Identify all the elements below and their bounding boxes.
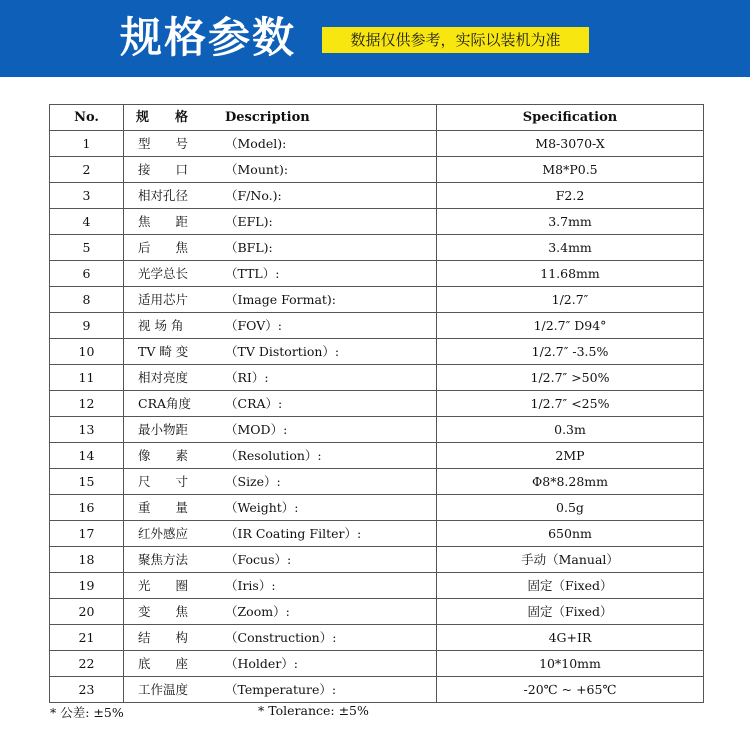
table-row [50,469,704,495]
cell-no: 4 [50,209,124,235]
header-description: Description [225,105,437,131]
cell-no: 10 [50,339,124,365]
cell-no: 1 [50,131,124,157]
cell-description: （FOV）: [225,313,437,339]
cell-description: （BFL): [225,235,437,261]
cell-description: （Zoom）: [225,599,437,625]
cell-no: 22 [50,651,124,677]
table-row [50,391,704,417]
cell-name: 最小物距 [124,417,226,443]
cell-no: 13 [50,417,124,443]
cell-no: 6 [50,261,124,287]
cell-description: （Size）: [225,469,437,495]
cell-specification: 10*10mm [437,651,704,677]
table-row [50,443,704,469]
cell-specification: Φ8*8.28mm [437,469,704,495]
cell-description: （Holder）: [225,651,437,677]
cell-name: CRA角度 [124,391,226,417]
cell-name: 结 构 [124,625,226,651]
cell-name: 型 号 [124,131,226,157]
cell-description: （EFL): [225,209,437,235]
spec-table [49,104,704,703]
cell-specification: 4G+IR [437,625,704,651]
cell-no: 8 [50,287,124,313]
cell-specification: 1/2.7″ <25% [437,391,704,417]
cell-no: 5 [50,235,124,261]
cell-specification: 1/2.7″ D94° [437,313,704,339]
cell-name: 相对亮度 [124,365,226,391]
table-body [50,131,704,703]
page-title: 规格参数 [120,13,297,62]
header-no: No. [50,105,124,131]
table-row [50,131,704,157]
header-name: 规 格 [124,105,226,131]
disclaimer-note: 数据仅供参考，实际以装机为准 [322,27,589,53]
cell-specification: M8-3070-X [437,131,704,157]
cell-description: （RI）: [225,365,437,391]
table-row [50,235,704,261]
table-row [50,495,704,521]
cell-name: 接 口 [124,157,226,183]
cell-no: 21 [50,625,124,651]
cell-description: （Iris）: [225,573,437,599]
table-row [50,157,704,183]
cell-no: 9 [50,313,124,339]
table-row [50,417,704,443]
cell-description: （TV Distortion）: [225,339,437,365]
table-row [50,313,704,339]
table-row [50,651,704,677]
header-specification: Specification [437,105,704,131]
cell-specification: 2MP [437,443,704,469]
cell-name: 视 场 角 [124,313,226,339]
cell-name: 尺 寸 [124,469,226,495]
cell-specification: 1/2.7″ [437,287,704,313]
cell-name: 红外感应 [124,521,226,547]
cell-description: （Focus）: [225,547,437,573]
cell-specification: 3.4mm [437,235,704,261]
cell-specification: 650nm [437,521,704,547]
cell-name: 适用芯片 [124,287,226,313]
cell-no: 19 [50,573,124,599]
cell-no: 17 [50,521,124,547]
cell-description: （CRA）: [225,391,437,417]
cell-name: 聚焦方法 [124,547,226,573]
cell-specification: M8*P0.5 [437,157,704,183]
cell-name: 光学总长 [124,261,226,287]
tolerance-en: * Tolerance: ±5% [258,703,369,718]
cell-name: TV 畸 变 [124,339,226,365]
cell-specification: -20℃ ~ +65℃ [437,677,704,703]
cell-name: 重 量 [124,495,226,521]
cell-name: 相对孔径 [124,183,226,209]
cell-specification: 手动（Manual） [437,547,704,573]
cell-specification: 0.3m [437,417,704,443]
cell-no: 16 [50,495,124,521]
cell-name: 像 素 [124,443,226,469]
cell-specification: 3.7mm [437,209,704,235]
cell-description: （TTL）: [225,261,437,287]
cell-description: （MOD）: [225,417,437,443]
cell-description: （Image Format): [225,287,437,313]
cell-description: （Model): [225,131,437,157]
cell-specification: 11.68mm [437,261,704,287]
cell-no: 15 [50,469,124,495]
cell-specification: 1/2.7″ >50% [437,365,704,391]
cell-specification: 1/2.7″ -3.5% [437,339,704,365]
cell-description: （Mount): [225,157,437,183]
cell-no: 12 [50,391,124,417]
cell-name: 底 座 [124,651,226,677]
cell-name: 后 焦 [124,235,226,261]
cell-description: （Weight）: [225,495,437,521]
cell-description: （Construction）: [225,625,437,651]
tolerance-cn: * 公差: ±5% [50,705,124,720]
header-banner [0,0,750,77]
table-row [50,287,704,313]
cell-specification: 固定（Fixed） [437,599,704,625]
table-row [50,599,704,625]
cell-name: 焦 距 [124,209,226,235]
table-row [50,573,704,599]
cell-name: 光 圈 [124,573,226,599]
cell-specification: F2.2 [437,183,704,209]
cell-description: （IR Coating Filter）: [225,521,437,547]
table-row [50,625,704,651]
cell-specification: 固定（Fixed） [437,573,704,599]
table-row [50,183,704,209]
cell-description: （Temperature）: [225,677,437,703]
cell-no: 3 [50,183,124,209]
table-row [50,339,704,365]
table-row [50,521,704,547]
cell-description: （F/No.): [225,183,437,209]
cell-name: 工作温度 [124,677,226,703]
cell-no: 11 [50,365,124,391]
table-row [50,677,704,703]
table-header-row [50,105,704,131]
cell-no: 18 [50,547,124,573]
cell-no: 23 [50,677,124,703]
cell-no: 2 [50,157,124,183]
cell-description: （Resolution）: [225,443,437,469]
table-row [50,261,704,287]
table-row [50,209,704,235]
cell-specification: 0.5g [437,495,704,521]
table-row [50,547,704,573]
table-row [50,365,704,391]
cell-name: 变 焦 [124,599,226,625]
cell-no: 14 [50,443,124,469]
cell-no: 20 [50,599,124,625]
